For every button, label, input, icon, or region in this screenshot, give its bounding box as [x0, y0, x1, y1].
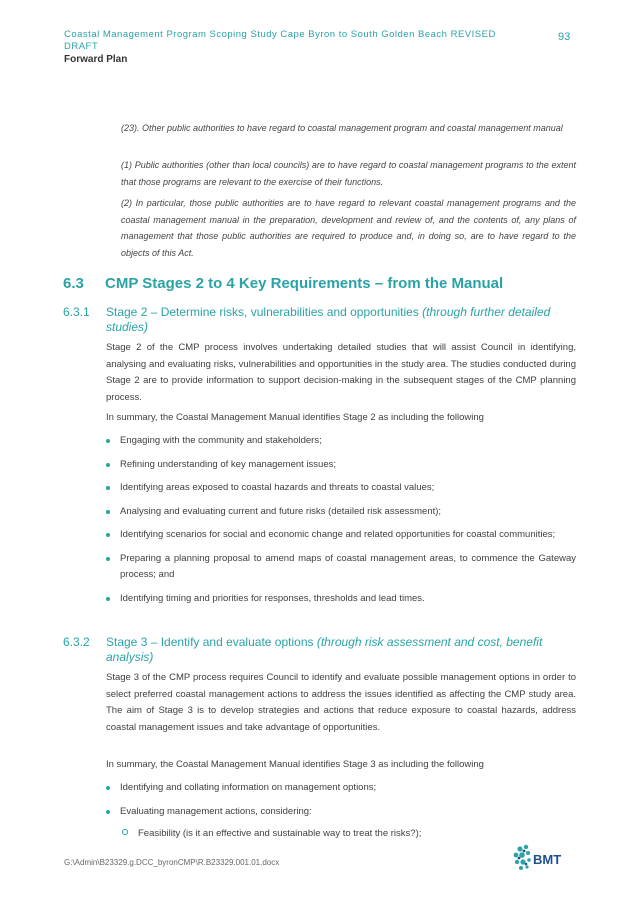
stage-3-summary: In summary, the Coastal Management Manual identifies Stage 3 as including the following [106, 759, 484, 770]
bullet-icon [106, 786, 110, 790]
list-item: Identifying timing and priorities for responses, thresholds and lead times. [106, 591, 576, 608]
quote-paragraph-3: (2) In particular, those public authorities are to have regard to relevant coastal management programs and the coastal management manual in the preparation, development and review of, and the contents of, any plans of management that those public authorities are required to produce and, in doing so, are to have regard to the objects of this Act. [121, 198, 576, 258]
page-number: 93 [558, 31, 571, 43]
bullet-icon [106, 439, 110, 443]
heading-number: 6.3.1 [63, 305, 90, 319]
list-item: Identifying areas exposed to coastal hazards and threats to coastal values; [106, 480, 576, 497]
list-item: Analysing and evaluating current and future risks (detailed risk assessment); [106, 504, 576, 521]
stage-3-paragraph: Stage 3 of the CMP process requires Council to identify and evaluate possible management options in order to select preferred coastal management actions to address the issues identified as affecting the CMP study area. The aim of Stage 3 is to develop strategies and actions that reduce exposure to coastal hazards, address coastal management issues and take advantage of opportunities. [106, 672, 576, 733]
bullet-icon [106, 510, 110, 514]
sub-list-item: Feasibility (is it an effective and sustainable way to treat the risks?); [122, 826, 577, 843]
heading-number: 6.3.2 [63, 635, 90, 649]
heading-title: CMP Stages 2 to 4 Key Requirements – from the Manual [105, 275, 504, 292]
heading-6-3 [63, 275, 503, 292]
stage-2-paragraph: Stage 2 of the CMP process involves undertaking detailed studies that will assist Council in identifying, analysing and evaluating risks, vulnerabilities and opportunities in the study area. The studies conducted during Stage 2 are to provide information to support decision-making in the subsequent stages of the CMP planning process. [106, 342, 576, 403]
list-item: Identifying scenarios for social and economic change and related opportunities for coastal communities; [106, 527, 576, 544]
heading-title: Stage 2 – Determine risks, vulnerabilities and opportunities [106, 305, 423, 319]
heading-number: 6.3 [63, 275, 84, 292]
quote-paragraph-2: (1) Public authorities (other than local councils) are to have regard to coastal management programs to the extent that those programs are relevant to the exercise of their functions. [121, 160, 576, 187]
list-item: Identifying and collating information on management options; [106, 780, 576, 797]
bullet-icon [106, 533, 110, 537]
heading-title-italic: (through risk assessment and cost, benefit analysis) [106, 635, 543, 664]
list-item: Engaging with the community and stakeholders; [106, 433, 576, 450]
logo-text: BMT [533, 852, 562, 867]
heading-title: Stage 3 – Identify and evaluate options [106, 635, 317, 649]
sub-bullet-icon [122, 829, 128, 835]
stage-2-bullet-list [106, 433, 576, 614]
stage-3-bullet-list [106, 780, 576, 827]
list-item: Evaluating management actions, considering: [106, 804, 576, 821]
stage-2-summary: In summary, the Coastal Management Manual identifies Stage 2 as including the following [106, 412, 484, 423]
heading-6-3-1 [63, 305, 578, 335]
quote-paragraph-1: (23). Other public authorities to have regard to coastal management program and coastal management manual [121, 123, 563, 133]
heading-6-3-2 [63, 635, 578, 665]
section-label: Forward Plan [64, 54, 128, 65]
list-item: Refining understanding of key management issues; [106, 457, 576, 474]
bullet-icon [106, 557, 110, 561]
document-header: Coastal Management Program Scoping Study Cape Byron to South Golden Beach REVISED DRAFT [64, 29, 496, 52]
footer-file-path: G:\Admin\B23329.g.DCC_byronCMP\R.B23329.001.01.docx [64, 858, 280, 867]
bullet-icon [106, 810, 110, 814]
bullet-icon [106, 463, 110, 467]
heading-title-italic: (through further detailed studies) [106, 305, 551, 334]
bullet-icon [106, 486, 110, 490]
bullet-icon [106, 597, 110, 601]
list-item: Preparing a planning proposal to amend maps of coastal management areas, to commence the Gateway process; and [106, 551, 576, 584]
